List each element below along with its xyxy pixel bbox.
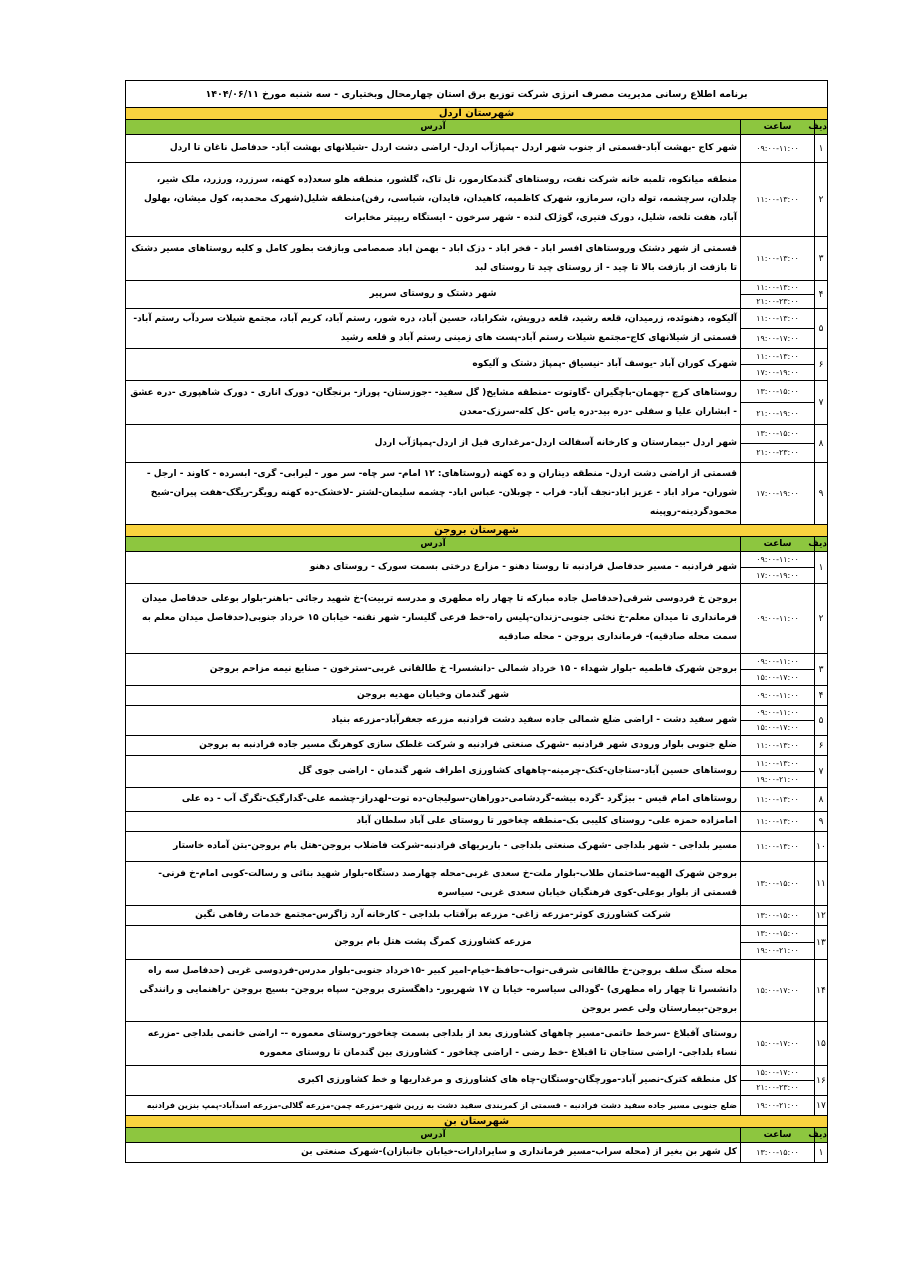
table-row — [126, 926, 828, 960]
outage-time: ۲۱:۰۰-۲۳:۰۰ — [741, 294, 814, 308]
address-cell: شهر گندمان وخیابان مهدیه بروجن — [126, 686, 741, 706]
address-cell: کل منطقه کترک-نصیر آباد-مورچگان-وستگان-چاه های کشاورزی و مرغداریها و خط کشاورزی اکبری — [126, 1066, 741, 1096]
outage-time: ۱۱:۰۰-۱۳:۰۰ — [756, 314, 799, 323]
outage-time-cell — [741, 960, 815, 1022]
address-cell: قسمتی از اراضی دشت اردل- منطقه دیناران و ده کهنه (روستاهای: ۱۲ امام- سر چاه- سر مور - لیرابی- گری- ابسرده - کاوند - ارجل - شوران- مراد اباد - عزیز اباد-نجف آباد- فراب - چوبلان- عباس اباد- چشمه سلیمان-لشتر -لاخشک-ده کهنه رویگر-ریگک-هفت پیران-شیخ محمودگردینه-روپینه — [126, 463, 741, 525]
table-row — [126, 654, 828, 686]
column-header-address: آدرس — [126, 120, 741, 135]
outage-time: ۱۳:۰۰-۱۵:۰۰ — [756, 1148, 799, 1157]
row-number: ۱۰ — [815, 832, 828, 862]
outage-time: ۱۹:۰۰-۱۷:۰۰ — [741, 328, 814, 348]
outage-time-cell — [741, 135, 815, 163]
outage-time-cell — [741, 381, 815, 425]
outage-time-cell — [741, 309, 815, 349]
address-cell: کل شهر بن بغیر از (محله سراب-مسیر فرمانداری و سایرادارات-خیابان جانبازان)-شهرک صنعتی بن — [126, 1143, 741, 1163]
schedule-table — [125, 80, 828, 1163]
schedule-sheet — [125, 80, 827, 1163]
row-number: ۶ — [815, 736, 828, 756]
row-number: ۵ — [815, 706, 828, 736]
column-header-address: آدرس — [126, 537, 741, 552]
address-cell: ضلع جنوبی مسیر جاده سفید دشت فرادنبه - قسمتی از کمربندی سفید دشت به زرین شهر-مزرعه چمن-مزرعه گلالی-مزرعه اسدآباد-پمپ بنزین فرادنبه — [126, 1096, 741, 1116]
outage-time: ۱۷:۰۰-۱۹:۰۰ — [756, 489, 799, 498]
outage-time-cell — [741, 926, 815, 960]
outage-time: ۲۱:۰۰-۲۳:۰۰ — [741, 1080, 814, 1095]
row-number: ۱ — [815, 135, 828, 163]
column-header-number: دیف — [815, 537, 828, 552]
outage-time: ۰۹:۰۰-۱۱:۰۰ — [756, 708, 799, 717]
outage-time-cell — [741, 1066, 815, 1096]
outage-time: ۱۱:۰۰-۱۳:۰۰ — [756, 842, 799, 851]
address-cell: بروجن شهرک فاطمیه -بلوار شهداء - ۱۵ خرداد شمالی -دانشسرا- خ طالقانی غربی-سترخون - صنایع نیمه مزاحم بروجن — [126, 654, 741, 686]
table-row — [126, 756, 828, 788]
outage-time: ۱۳:۰۰-۱۵:۰۰ — [756, 429, 799, 438]
outage-time-cell — [741, 812, 815, 832]
row-number: ۱۲ — [815, 906, 828, 926]
table-row — [126, 1066, 828, 1096]
address-cell: بروجن شهرک الهیه-ساختمان طلاب-بلوار ملت-خ سعدی غربی-محله چهارصد دستگاه-بلوار شهید بنائی و رسالت-کوبی امام-خ فرنی-قسمتی از بلوار بوعلی-کوی فرهنگیان خیابان سعدی غربی- سیاسره — [126, 862, 741, 906]
table-row — [126, 237, 828, 281]
row-number: ۱۴ — [815, 960, 828, 1022]
table-row — [126, 381, 828, 425]
address-cell: آلیکوه، دهنوئده، زرمیدان، قلعه رشید، قلعه درویش، شکراباد، حسین آباد، دره شور، رستم آباد، کریم آباد، مجتمع شیلات سردآب رستم آباد-قسمتی از شیلانهای کاج-مجتمع شیلات رستم آباد-پست های زمینی رستم آباد و قلعه رشید — [126, 309, 741, 349]
outage-time: ۱۹:۰۰-۲۱:۰۰ — [741, 771, 814, 787]
table-row — [126, 552, 828, 584]
table-row — [126, 163, 828, 237]
outage-time-cell — [741, 788, 815, 812]
column-header-row — [126, 1128, 828, 1143]
row-number: ۷ — [815, 756, 828, 788]
column-header-number: دیف — [815, 1128, 828, 1143]
outage-time: ۱۱:۰۰-۱۳:۰۰ — [756, 195, 799, 204]
table-row — [126, 832, 828, 862]
outage-time-cell — [741, 552, 815, 584]
outage-time: ۱۷:۰۰-۱۹:۰۰ — [741, 364, 814, 380]
outage-time: ۱۱:۰۰-۱۳:۰۰ — [756, 759, 799, 768]
row-number: ۱ — [815, 552, 828, 584]
outage-time: ۱۱:۰۰-۱۳:۰۰ — [756, 254, 799, 263]
row-number: ۳ — [815, 237, 828, 281]
address-cell: محله سنگ سلف بروجن-خ طالقانی شرقی-نواب-حافظ-خیام-امیر کبیر -۱۵خرداد جنوبی-بلوار مدرس-فردوسی غربی (حدفاصل سه راه دانشسرا تا چهار راه مطهری) -گودالی سیاسره- خیابا ن ۱۷ شهریور- داهگستری بروجن- سپاه بروجن- بسیج بروجن -راهنمایی و رانندگی بروجن-بیمارستان ولی عصر بروجن — [126, 960, 741, 1022]
outage-time: ۲۱:۰۰-۱۹:۰۰ — [741, 402, 814, 424]
city-header: شهرستان بن — [126, 1116, 828, 1128]
outage-time-cell — [741, 906, 815, 926]
address-cell: شهر دشتک و روستای سرپیر — [126, 281, 741, 309]
outage-time: ۱۳:۰۰-۱۵:۰۰ — [756, 879, 799, 888]
row-number: ۲ — [815, 163, 828, 237]
table-row — [126, 812, 828, 832]
column-header-number: دیف — [815, 120, 828, 135]
address-cell: شرکت کشاورزی کوثر-مزرعه زاغی- مزرعه برآفتاب بلداجی - کارخانه آرد زاگرس-مجتمع خدمات رفاهی نگین — [126, 906, 741, 926]
outage-time: ۱۹:۰۰-۲۱:۰۰ — [741, 942, 814, 959]
table-row — [126, 706, 828, 736]
document-title: برنامه اطلاع رسانی مدیریت مصرف انرژی شرکت توزیع برق استان چهارمحال وبختیاری - سه شنبه مورخ ۱۴۰۴/۰۶/۱۱ — [126, 81, 828, 108]
outage-time: ۰۹:۰۰-۱۱:۰۰ — [756, 614, 799, 623]
outage-time-cell — [741, 281, 815, 309]
table-row — [126, 309, 828, 349]
table-row — [126, 425, 828, 463]
outage-time: ۰۹:۰۰-۱۱:۰۰ — [756, 657, 799, 666]
outage-time: ۱۳:۰۰-۱۵:۰۰ — [756, 929, 799, 938]
address-cell: بروجن خ فردوسی شرقی(حدفاصل جاده مبارکه تا چهار راه مطهری و مدرسه تربیت)-خ شهید رجائی -باهنر-بلوار بوعلی حدفاصل میدان فرمانداری تا میدان معلم-خ نخئی جنوبی-زندان-پلیس راه-خط فرعی گلیسار- شهر نقنه- خیابان ۱۵ خرداد جنوبی(حدفاصل میدان معلم به سمت محله صادقیه)- فرمانداری بروجن - محله صادقیه — [126, 584, 741, 654]
outage-time: ۱۱:۰۰-۱۳:۰۰ — [756, 352, 799, 361]
outage-time-cell — [741, 349, 815, 381]
row-number: ۵ — [815, 309, 828, 349]
outage-time: ۰۹:۰۰-۱۱:۰۰ — [756, 144, 799, 153]
outage-time: ۱۵:۰۰-۱۷:۰۰ — [756, 986, 799, 995]
outage-time: ۰۹:۰۰-۱۱:۰۰ — [756, 555, 799, 564]
address-cell: شهرک کوران آباد -یوسف آباد -نیسیاق -پمپاژ دشتک و آلیکوه — [126, 349, 741, 381]
outage-time: ۱۵:۰۰-۱۷:۰۰ — [756, 1068, 799, 1077]
table-row — [126, 281, 828, 309]
table-row — [126, 788, 828, 812]
table-row — [126, 584, 828, 654]
address-cell: روستاهای حسین آباد-ستاجان-کتک-چرمینه-چاههای کشاورزی اطراف شهر گندمان - اراضی جوی گل — [126, 756, 741, 788]
outage-time: ۱۱:۰۰-۱۳:۰۰ — [756, 283, 799, 292]
outage-time: ۲۱:۰۰-۲۳:۰۰ — [741, 443, 814, 462]
outage-time: ۱۹:۰۰-۲۱:۰۰ — [756, 1101, 799, 1110]
outage-time-cell — [741, 706, 815, 736]
table-row — [126, 686, 828, 706]
city-header: شهرستان اردل — [126, 108, 828, 120]
outage-time-cell — [741, 463, 815, 525]
outage-time-cell — [741, 1143, 815, 1163]
address-cell: شهر سفید دشت - اراضی ضلع شمالی جاده سفید دشت فرادنبه مزرعه جعفرآباد-مزرعه بنیاد — [126, 706, 741, 736]
column-header-time: ساعت — [741, 537, 815, 552]
address-cell: شهر کاج -بهشت آباد-قسمتی از جنوب شهر اردل -پمپاژآب اردل- اراضی دشت اردل -شیلانهای بهشت آباد- حدفاصل ناغان تا اردل — [126, 135, 741, 163]
column-header-time: ساعت — [741, 120, 815, 135]
row-number: ۱۱ — [815, 862, 828, 906]
table-row — [126, 1143, 828, 1163]
row-number: ۲ — [815, 584, 828, 654]
outage-time-cell — [741, 686, 815, 706]
address-cell: منطقه میانکوه، تلمبه خانه شرکت نفت، روستاهای گندمکارمور، تل تاک، گلشور، منطقه هلو سعد(ده کهنه، سرزرد، ورزرد، ملک شیر، چلدان، سرچشمه، توله دان، سرمازو، شهرک کاظمیه، کاهیدان، فایدان، شیاسی، رفن)منطقه شلیل(شهرک محمدیه، کول میشان، بهلول آباد، هفت تلخه، شلیل، دورک فتیری، گوژلک لنده - شهر سرخون - ایستگاه ریپیتر مخابرات — [126, 163, 741, 237]
city-header: شهرستان بروجن — [126, 525, 828, 537]
row-number: ۴ — [815, 281, 828, 309]
row-number: ۹ — [815, 812, 828, 832]
column-header-row — [126, 120, 828, 135]
row-number: ۱۷ — [815, 1096, 828, 1116]
column-header-address: آدرس — [126, 1128, 741, 1143]
address-cell: ضلع جنوبی بلوار ورودی شهر فرادنبه -شهرک صنعتی فرادنبه و شرکت غلطک سازی کوهرنگ مسیر جاده فرادنبه به بروجن — [126, 736, 741, 756]
outage-time-cell — [741, 756, 815, 788]
table-row — [126, 1096, 828, 1116]
outage-time: ۰۹:۰۰-۱۱:۰۰ — [756, 691, 799, 700]
outage-time-cell — [741, 163, 815, 237]
outage-time: ۱۱:۰۰-۱۳:۰۰ — [756, 741, 799, 750]
row-number: ۹ — [815, 463, 828, 525]
outage-time-cell — [741, 237, 815, 281]
outage-time-cell — [741, 1022, 815, 1066]
row-number: ۴ — [815, 686, 828, 706]
outage-time-cell — [741, 832, 815, 862]
outage-time: ۱۳:۰۰-۱۵:۰۰ — [756, 911, 799, 920]
table-row — [126, 463, 828, 525]
table-row — [126, 862, 828, 906]
outage-time: ۱۵:۰۰-۱۷:۰۰ — [756, 1039, 799, 1048]
row-number: ۸ — [815, 425, 828, 463]
column-header-time: ساعت — [741, 1128, 815, 1143]
outage-time-cell — [741, 1096, 815, 1116]
table-row — [126, 135, 828, 163]
table-row — [126, 736, 828, 756]
outage-time: ۱۱:۰۰-۱۳:۰۰ — [756, 817, 799, 826]
address-cell: امامزاده حمزه علی- روستای کلیبی بک-منطقه چغاخور تا روستای علی آباد سلطان آباد — [126, 812, 741, 832]
row-number: ۶ — [815, 349, 828, 381]
row-number: ۱ — [815, 1143, 828, 1163]
row-number: ۱۳ — [815, 926, 828, 960]
address-cell: روستاهای کرچ -چهمان-باچگیران -گاوتوت -منطقه مشایخ( گل سفید- -جوزستان- پوراز- برنجگان- دورک اناری - دورک شاهپوری -دره عشق - ابشاران علیا و سفلی -دره بید-دره یاس -کل کله-سرزک-معدن — [126, 381, 741, 425]
row-number: ۸ — [815, 788, 828, 812]
table-row — [126, 349, 828, 381]
row-number: ۳ — [815, 654, 828, 686]
row-number: ۱۵ — [815, 1022, 828, 1066]
outage-time: ۱۱:۰۰-۱۳:۰۰ — [756, 795, 799, 804]
outage-time-cell — [741, 425, 815, 463]
column-header-row — [126, 537, 828, 552]
outage-time-cell — [741, 654, 815, 686]
address-cell: قسمتی از شهر دشتک وروستاهای افسر اباد - فخر اباد - دزک اباد - بهمن اباد صمصامی وبازفت بطور کامل و کلیه روستاهای مسیر دشتک تا بازفت از بازفت بالا تا چید - از روستای چید تا روستای لبد — [126, 237, 741, 281]
address-cell: مسیر بلداجی - شهر بلداجی -شهرک صنعتی بلداجی - باربریهای فرادنبه-شرکت فاضلاب بروجن-هتل بام بروجن-بتن آماده خاستار — [126, 832, 741, 862]
outage-time: ۱۳:۰۰-۱۵:۰۰ — [756, 387, 799, 396]
outage-time-cell — [741, 862, 815, 906]
outage-time: ۱۵:۰۰-۱۷:۰۰ — [741, 720, 814, 735]
address-cell: شهر اردل -بیمارستان و کارخانه آسفالت اردل-مرغداری فیل از اردل-پمپاژآب اردل — [126, 425, 741, 463]
address-cell: روستاهای امام قیس - بیژگرد -گرده بیشه-گردشامی-دوراهان-سولیجان-ده توت-لهدراز-چشمه علی-گدارگیک-تگرگ آب - ده علی — [126, 788, 741, 812]
table-row — [126, 906, 828, 926]
address-cell: شهر فرادنبه - مسیر حدفاصل فرادنبه تا روستا دهنو - مزارع درختی بسمت سورک - روستای دهنو — [126, 552, 741, 584]
address-cell: روستای آقبلاغ -سرخط حاتمی-مسیر چاههای کشاورزی بعد از بلداجی بسمت چغاخور-روستای معموره -- اراضی خانمی بلداجی -مزرعه نساء بلداجی- اراضی ستاجان تا اقبلاغ -خط رضی - اراضی چغاخور - کشاورزی بین گندمان تا روستای معموره — [126, 1022, 741, 1066]
outage-time-cell — [741, 584, 815, 654]
outage-time-cell — [741, 736, 815, 756]
row-number: ۱۶ — [815, 1066, 828, 1096]
outage-time: ۱۵:۰۰-۱۷:۰۰ — [741, 669, 814, 685]
table-row — [126, 960, 828, 1022]
row-number: ۷ — [815, 381, 828, 425]
address-cell: مزرعه کشاورزی کمرگ پشت هتل بام بروجن — [126, 926, 741, 960]
outage-time: ۱۷:۰۰-۱۹:۰۰ — [741, 567, 814, 583]
table-row — [126, 1022, 828, 1066]
